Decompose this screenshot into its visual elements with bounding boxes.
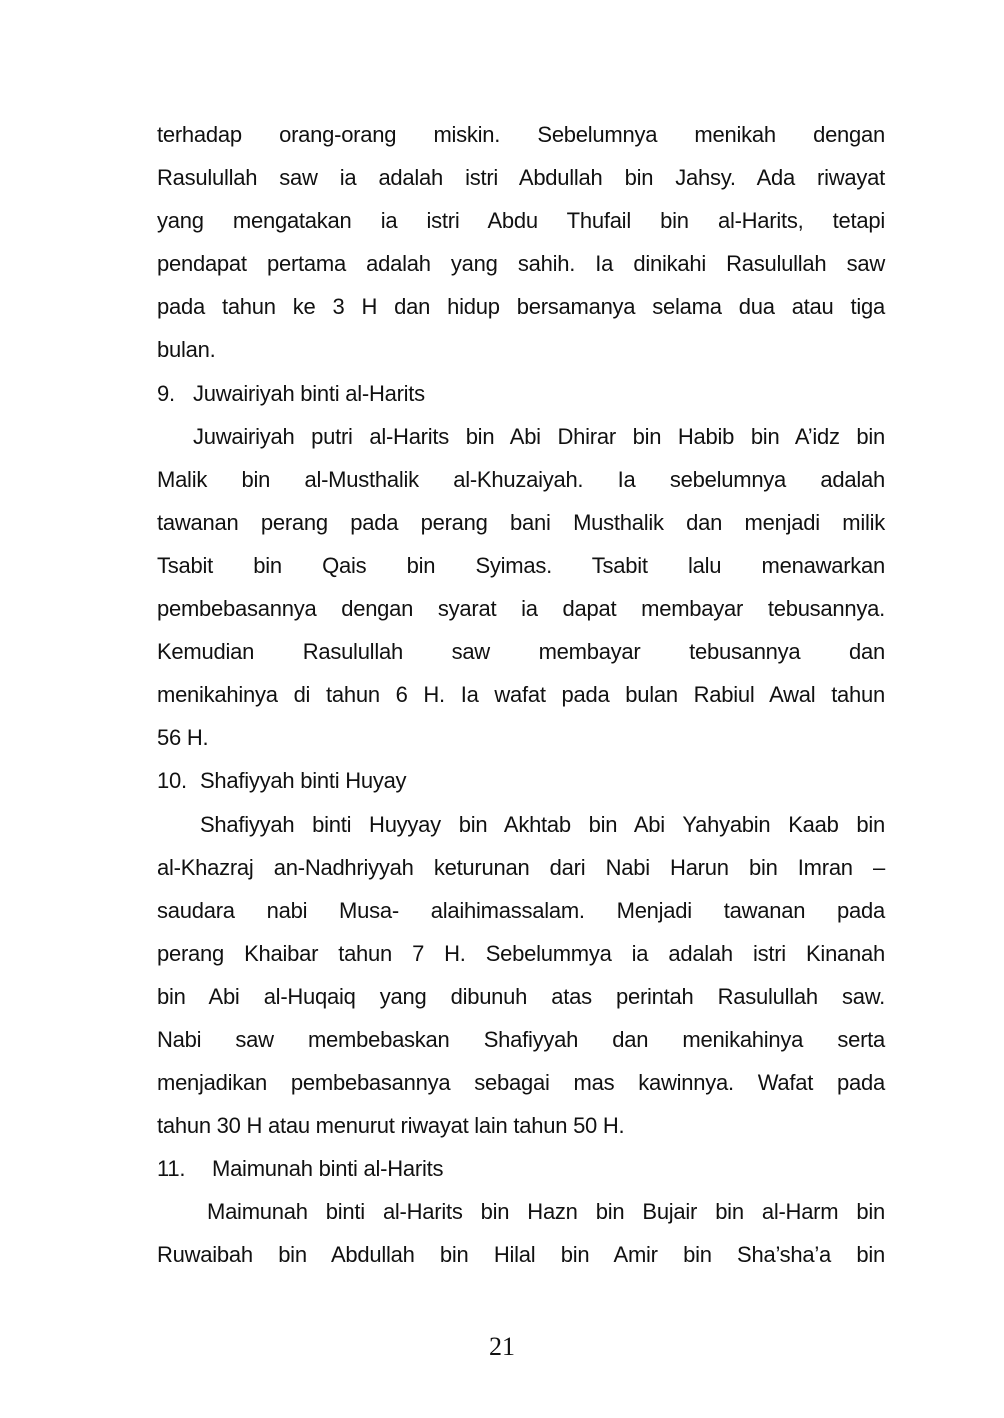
list-heading-11: [157, 1147, 885, 1190]
section-heading: Juwairiyah binti al-Harits: [193, 380, 425, 406]
text-line: terhadap orang-orang miskin. Sebelumnya menikah dengan: [157, 122, 885, 147]
text-line: saudara nabi Musa- alaihimassalam. Menjadi tawanan pada: [157, 897, 885, 923]
list-heading-10: [157, 759, 885, 802]
text-line: menjadikan pembebasannya sebagai mas kawinnya. Wafat pada: [157, 1070, 885, 1096]
text-line: Malik bin al-Musthalik al-Khuzaiyah. Ia sebelumnya adalah: [157, 466, 885, 492]
section-heading: Shafiyyah binti Huyay: [200, 768, 407, 794]
text-line: perang Khaibar tahun 7 H. Sebelummya ia adalah istri Kinanah: [157, 940, 885, 966]
text-line: Maimunah binti al-Harits bin Hazn bin Bujair bin al-Harm bin: [207, 1199, 885, 1225]
text-line: Tsabit bin Qais bin Syimas. Tsabit lalu menawarkan: [157, 552, 885, 578]
text-line: Kemudian Rasulullah saw membayar tebusannya dan: [157, 639, 885, 665]
text-line: pembebasannya dengan syarat ia dapat membayar tebusannya.: [157, 596, 885, 622]
text-line: Nabi saw membebaskan Shafiyyah dan menikahinya serta: [157, 1026, 885, 1052]
page-number: 21: [489, 1332, 515, 1361]
text-line: 56 H.: [157, 725, 209, 751]
text-line: al-Khazraj an-Nadhriyyah keturunan dari Nabi Harun bin Imran –: [157, 854, 885, 880]
text-line: Rasulullah saw ia adalah istri Abdullah bin Jahsy. Ada riwayat: [157, 165, 885, 191]
text-line: Juwairiyah putri al-Harits bin Abi Dhirar bin Habib bin A’idz bin: [193, 423, 885, 449]
list-number: 11.: [157, 1156, 186, 1182]
text-line: Shafiyyah binti Huyyay bin Akhtab bin Abi Yahyabin Kaab bin: [200, 811, 885, 837]
text-line: tahun 30 H atau menurut riwayat lain tahun 50 H.: [157, 1113, 625, 1139]
text-line: bulan.: [157, 337, 216, 363]
text-line: Ruwaibah bin Abdullah bin Hilal bin Amir bin Sha’sha’a bin: [157, 1242, 885, 1268]
list-number: 9.: [157, 380, 175, 406]
text-line: pada tahun ke 3 H dan hidup bersamanya selama dua atau tiga: [157, 294, 885, 320]
text-line: tawanan perang pada perang bani Musthalik dan menjadi milik: [157, 509, 885, 535]
text-line: bin Abi al-Huqaiq yang dibunuh atas perintah Rasulullah saw.: [157, 983, 885, 1009]
text-line: menikahinya di tahun 6 H. Ia wafat pada bulan Rabiul Awal tahun: [157, 682, 885, 708]
list-heading-9: [157, 372, 885, 415]
text-line: yang mengatakan ia istri Abdu Thufail bin al-Harits, tetapi: [157, 208, 885, 234]
section-heading: Maimunah binti al-Harits: [212, 1156, 444, 1182]
text-line: pendapat pertama adalah yang sahih. Ia dinikahi Rasulullah saw: [157, 251, 885, 277]
list-number: 10.: [157, 768, 187, 794]
page-body: [157, 113, 885, 1277]
